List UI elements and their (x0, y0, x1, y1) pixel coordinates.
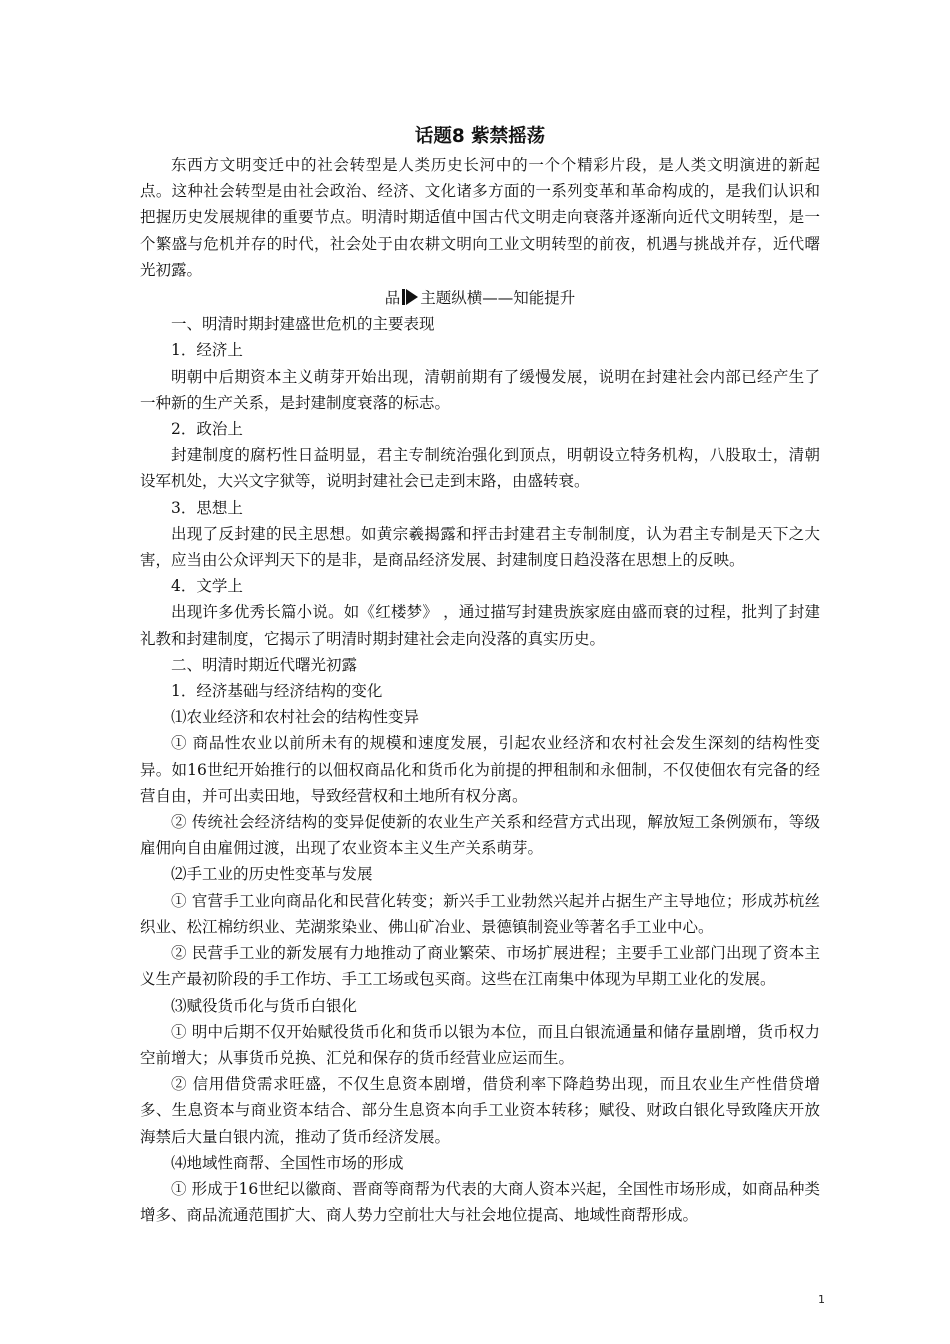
body-paragraph: 出现了反封建的民主思想。如黄宗羲揭露和抨击封建君主专制制度，认为君主专制是天下之大害，应当由公众评判天下的是非，是商品经济发展、封建制度日趋没落在思想上的反映。 (140, 524, 820, 570)
body-paragraph: ① 官营手工业向商品化和民营化转变；新兴手工业勃然兴起并占据生产主导地位；形成苏杭丝织业、松江棉纺织业、芜湖浆染业、佛山矿冶业、景德镇制瓷业等著名手工业中心。 (140, 891, 820, 936)
document-body (140, 124, 820, 1228)
body-paragraph: ② 传统社会经济结构的变异促使新的农业生产关系和经营方式出现，解放短工条例颁布，等级雇佣向自由雇佣过渡，出现了农业资本主义生产关系萌芽。 (140, 813, 820, 858)
section-banner-prefix: 品 (384, 289, 401, 308)
sub-subsection-heading: ⑵手工业的历史性变革与发展 (171, 865, 373, 884)
section-heading: 一、明清时期封建盛世危机的主要表现 (171, 315, 435, 334)
banner-bar-icon (402, 289, 405, 305)
body-paragraph: ① 形成于16世纪以徽商、晋商等商帮为代表的大商人资本兴起，全国性市场形成，如商品种类增多、商品流通范围扩大、商人势力空前壮大与社会地位提高、地域性商帮形成。 (140, 1179, 820, 1225)
body-paragraph: ① 商品性农业以前所未有的规模和速度发展，引起农业经济和农村社会发生深刻的结构性变异。如16世纪开始推行的以佃权商品化和货币化为前提的押租制和永佃制，不仅使佃农有完备的经营自由，并可出卖田地，导致经营权和土地所有权分离。 (140, 734, 820, 805)
section-banner (140, 285, 820, 311)
body-paragraph: ② 信用借贷需求旺盛，不仅生息资本剧增，借贷利率下降趋势出现，而且农业生产性借贷增多、生息资本与商业资本结合、部分生息资本向手工业资本转移；赋役、财政白银化导致隆庆开放海禁后大量白银内流，推动了货币经济发展。 (140, 1075, 820, 1146)
subsection-heading: 2．政治上 (171, 420, 243, 439)
intro-paragraph: 东西方文明变迁中的社会转型是人类历史长河中的一个个精彩片段，是人类文明演进的新起点。这种社会转型是由社会政治、经济、文化诸多方面的一系列变革和革命构成的，是我们认识和把握历史发展规律的重要节点。明清时期适值中国古代文明走向衰落并逐渐向近代文明转型，是一个繁盛与危机并存的时代，社会处于由农耕文明向工业文明转型的前夜，机遇与挑战并存，近代曙光初露。 (140, 156, 820, 279)
sub-subsection-heading: ⑶赋役货币化与货币白银化 (171, 996, 358, 1015)
sub-subsection-heading: ⑷地域性商帮、全国性市场的形成 (171, 1153, 404, 1172)
body-paragraph: ① 明中后期不仅开始赋役货币化和货币以银为本位，而且白银流通量和储存量剧增，货币权力空前增大；从事货币兑换、汇兑和保存的货币经营业应运而生。 (140, 1022, 820, 1067)
page-number: 1 (818, 1293, 825, 1306)
subsection-heading: 4．文学上 (171, 577, 243, 596)
subsection-heading: 3．思想上 (171, 498, 243, 517)
body-paragraph: 封建制度的腐朽性日益明显，君主专制统治强化到顶点，明朝设立特务机构，八股取士，清朝设军机处，大兴文字狱等，说明封建社会已走到末路，由盛转衰。 (140, 446, 820, 491)
document-title: 话题8 紫禁摇荡 (414, 126, 546, 147)
subsection-heading: 1．经济上 (171, 341, 243, 360)
body-paragraph: 出现许多优秀长篇小说。如《红楼梦》 ，通过描写封建贵族家庭由盛而衰的过程，批判了封建礼教和封建制度，它揭示了明清时期封建社会走向没落的真实历史。 (140, 603, 820, 648)
banner-arrow-icon (406, 289, 418, 305)
section-banner-label: 主题纵横——知能提升 (420, 289, 576, 308)
subsection-heading: 1．经济基础与经济结构的变化 (171, 682, 383, 701)
sub-subsection-heading: ⑴农业经济和农村社会的结构性变异 (171, 708, 420, 727)
body-paragraph: 明朝中后期资本主义萌芽开始出现，清朝前期有了缓慢发展，说明在封建社会内部已经产生了一种新的生产关系，是封建制度衰落的标志。 (140, 367, 820, 412)
section-heading: 二、明清时期近代曙光初露 (171, 655, 358, 674)
body-paragraph: ② 民营手工业的新发展有力地推动了商业繁荣、市场扩展进程；主要手工业部门出现了资本主义生产最初阶段的手工作坊、手工工场或包买商。这些在江南集中体现为早期工业化的发展。 (140, 944, 820, 989)
